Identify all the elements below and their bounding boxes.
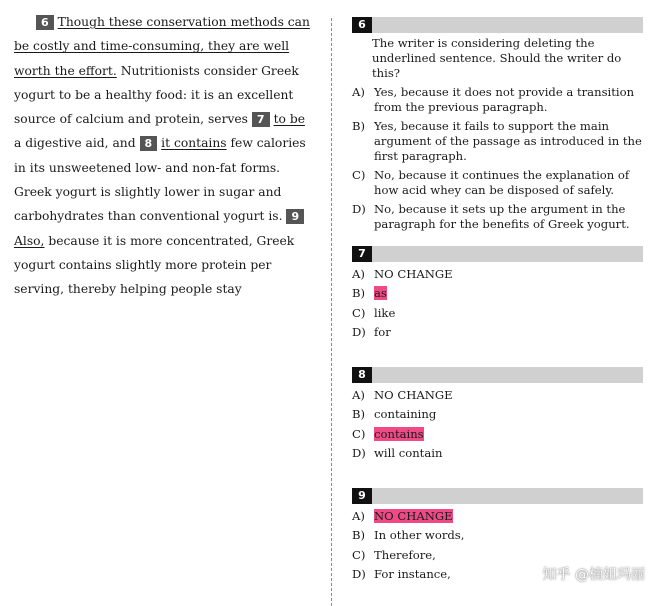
option-letter: D) <box>352 325 366 339</box>
column-divider <box>331 18 332 606</box>
option-letter: D) <box>352 567 366 581</box>
option-text: No, because it continues the explanation of how acid whey can be disposed of safely. <box>374 168 630 197</box>
answer-option-c[interactable] <box>352 548 643 563</box>
answer-option-b[interactable] <box>352 407 643 422</box>
option-letter: D) <box>352 202 366 216</box>
question-number-badge: 7 <box>352 246 372 262</box>
question-7 <box>352 246 643 340</box>
option-text: containing <box>374 407 437 421</box>
watermark-text: 知乎 @楠姐玛丽 <box>542 567 645 583</box>
option-letter: B) <box>352 407 366 421</box>
question-number-badge: 6 <box>352 17 372 33</box>
answer-option-d[interactable] <box>352 202 643 232</box>
option-letter: A) <box>352 85 365 99</box>
underlined-phrase-9: Also, <box>14 233 45 248</box>
question-marker-9[interactable]: 9 <box>286 209 304 224</box>
answer-option-a[interactable] <box>352 388 643 403</box>
option-letter: B) <box>352 286 366 300</box>
answer-option-d[interactable] <box>352 325 643 340</box>
question-number-badge: 9 <box>352 488 372 504</box>
option-letter: C) <box>352 547 366 562</box>
option-letter: C) <box>352 305 366 320</box>
option-letter: A) <box>352 508 365 523</box>
question-marker-8[interactable]: 8 <box>140 136 158 151</box>
underlined-phrase-7: to be <box>273 112 305 127</box>
answer-option-c[interactable] <box>352 427 643 442</box>
option-text: No, because it sets up the argument in the paragraph for the benefits of Greek yogurt. <box>374 202 630 231</box>
option-letter: C) <box>352 426 366 441</box>
option-letter: D) <box>352 446 366 460</box>
option-text: NO CHANGE <box>374 387 453 402</box>
question-marker-7[interactable]: 7 <box>252 112 270 127</box>
question-number-badge: 8 <box>352 367 372 383</box>
option-text: Therefore, <box>374 547 436 562</box>
answer-option-d[interactable] <box>352 446 643 461</box>
option-text: Yes, because it does not provide a transition from the previous paragraph. <box>374 85 635 114</box>
answer-option-c[interactable] <box>352 168 643 198</box>
answer-option-c[interactable] <box>352 306 643 321</box>
option-letter: A) <box>352 387 365 402</box>
reading-passage <box>14 10 312 302</box>
question-6 <box>352 17 643 232</box>
passage-paragraph <box>14 10 312 302</box>
highlighted-answer: as <box>374 286 387 300</box>
question-header-bar <box>352 488 643 504</box>
answer-option-a[interactable] <box>352 267 643 282</box>
answer-option-b[interactable] <box>352 528 643 543</box>
highlighted-answer: contains <box>374 426 424 441</box>
answer-option-a[interactable] <box>352 509 643 524</box>
option-letter: B) <box>352 528 366 542</box>
option-text: NO CHANGE <box>374 266 453 281</box>
answer-option-a[interactable] <box>352 85 643 115</box>
answer-option-b[interactable] <box>352 286 643 301</box>
question-header-bar <box>352 246 643 262</box>
passage-text: few calories in its unsweetened low- and non-fat forms. Greek yogurt is slightly lower in sugar and carbohydrates than conventional yogurt is. <box>14 136 306 224</box>
option-text: For instance, <box>374 567 451 581</box>
option-text: will contain <box>374 446 443 460</box>
question-header-bar <box>352 17 643 33</box>
question-header-bar <box>352 367 643 383</box>
passage-text: a digestive aid, and <box>14 136 140 151</box>
highlighted-answer: NO CHANGE <box>374 508 453 523</box>
question-8 <box>352 367 643 461</box>
option-letter: C) <box>352 168 366 182</box>
option-text: Yes, because it fails to support the main argument of the passage as introduced in the first paragraph. <box>374 119 642 163</box>
underlined-phrase-8: it contains <box>161 136 227 151</box>
underlined-sentence-6: Though these conservation methods can be costly and time-consuming, they are well worth the effort. <box>14 15 310 78</box>
option-text: for <box>374 325 391 339</box>
option-text: like <box>374 305 396 320</box>
question-marker-6[interactable]: 6 <box>36 15 54 30</box>
option-letter: A) <box>352 266 365 281</box>
option-letter: B) <box>352 119 366 133</box>
answer-option-b[interactable] <box>352 119 643 164</box>
option-text: In other words, <box>374 528 465 542</box>
passage-text: Nutritionists consider Greek yogurt to be a healthy food: it is an excellent source of calcium and protein, serves <box>14 63 299 127</box>
passage-text: because it is more concentrated, Greek yogurt contains slightly more protein per serving, thereby helping people stay <box>14 233 295 297</box>
question-stem: The writer is considering deleting the underlined sentence. Should the writer do this? <box>372 36 622 80</box>
